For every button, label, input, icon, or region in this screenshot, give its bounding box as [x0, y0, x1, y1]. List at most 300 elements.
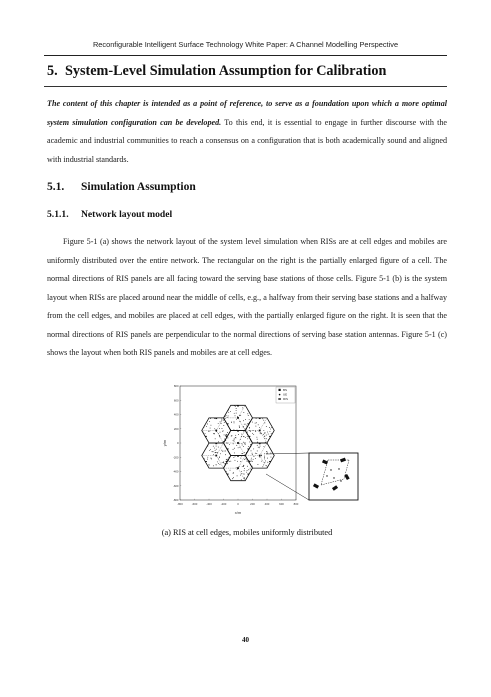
ue-point [267, 432, 268, 433]
ue-point [249, 428, 250, 429]
ue-point [241, 479, 242, 480]
ue-point [267, 458, 268, 459]
ris-panel [205, 436, 207, 437]
ue-point [209, 431, 210, 432]
ue-point [271, 433, 272, 434]
ue-point [260, 432, 261, 433]
ue-point [242, 407, 243, 408]
ue-point [239, 425, 240, 426]
ue-point [235, 415, 236, 416]
inset-ue-point [340, 480, 341, 481]
legend-ris-label: RIS [283, 397, 289, 402]
ue-point [259, 427, 260, 428]
ue-point [260, 433, 261, 434]
ris-panel [249, 461, 251, 462]
ue-point [262, 418, 263, 419]
ue-point [244, 424, 245, 425]
ue-point [239, 447, 240, 448]
ue-point [258, 464, 259, 465]
ue-point [228, 415, 229, 416]
ue-point [255, 458, 256, 459]
ue-point [267, 452, 268, 453]
ris-panel [215, 443, 217, 444]
legend-ue-label: UE [283, 392, 288, 397]
ue-point [233, 443, 234, 444]
ue-point [223, 462, 224, 463]
inset-ue-point [326, 475, 327, 476]
ue-point [255, 453, 256, 454]
ue-point [249, 419, 250, 420]
ue-point [222, 451, 223, 452]
base-station [237, 417, 239, 419]
ue-point [245, 442, 246, 443]
ue-point [243, 446, 244, 447]
ue-point [227, 459, 228, 460]
ue-point [245, 444, 246, 445]
ue-point [246, 459, 247, 460]
ue-point [249, 460, 250, 461]
base-station [215, 455, 217, 457]
ue-point [269, 427, 270, 428]
x-tick-label: -400 [206, 502, 212, 506]
ue-point [223, 441, 224, 442]
ue-point [226, 415, 227, 416]
ue-point [210, 418, 211, 419]
subsection-number: 5.1. [47, 181, 65, 193]
header-rule [44, 55, 447, 56]
y-tick-label: 600 [173, 398, 179, 403]
ue-point [247, 432, 248, 433]
x-tick-label: 200 [250, 502, 255, 506]
y-tick-label: 800 [173, 384, 179, 388]
ue-point [249, 442, 250, 443]
ue-point [260, 446, 261, 447]
ue-point [253, 434, 254, 435]
ue-point [213, 465, 214, 466]
ue-point [223, 420, 224, 421]
ue-point [209, 465, 210, 466]
ue-point [244, 468, 245, 469]
ue-point [258, 424, 259, 425]
ue-point [240, 461, 241, 462]
ue-point [221, 419, 222, 420]
ue-point [245, 458, 246, 459]
ue-point [252, 454, 253, 455]
ue-point [222, 431, 223, 432]
ue-point [242, 453, 243, 454]
y-tick-label: -200 [172, 455, 179, 460]
legend [276, 387, 295, 403]
ue-point [223, 430, 224, 431]
ue-point [252, 453, 253, 454]
ue-point [264, 446, 265, 447]
ue-point [237, 469, 238, 470]
ue-point [238, 447, 239, 448]
ue-point [209, 421, 210, 422]
ue-point [216, 452, 217, 453]
y-tick-label: 0 [176, 441, 179, 445]
ue-point [222, 428, 223, 429]
ue-point [218, 441, 219, 442]
ue-point [214, 428, 215, 429]
ue-point [223, 462, 224, 463]
ris-panel [247, 423, 249, 424]
ue-point [239, 443, 240, 444]
ue-point [244, 452, 245, 453]
legend-ue-marker [279, 394, 281, 396]
ue-point [256, 437, 257, 438]
ue-point [235, 460, 236, 461]
ue-point [257, 445, 258, 446]
ue-point [261, 461, 262, 462]
ue-point [264, 433, 265, 434]
ue-point [243, 431, 244, 432]
ue-point [264, 453, 265, 454]
ris-panel [249, 436, 251, 437]
ue-point [245, 424, 246, 425]
ue-point [240, 415, 241, 416]
ue-point [244, 478, 245, 479]
ue-point [236, 445, 237, 446]
ue-point [263, 464, 264, 465]
ue-point [235, 406, 236, 407]
ue-point [242, 453, 243, 454]
ue-point [241, 434, 242, 435]
ue-point [247, 461, 248, 462]
ue-point [256, 422, 257, 423]
y-tick-label: -600 [172, 483, 179, 488]
ue-point [264, 423, 265, 424]
ue-point [242, 473, 243, 474]
ue-point [258, 447, 259, 448]
ue-point [265, 461, 266, 462]
ue-point [214, 448, 215, 449]
ue-point [233, 457, 234, 458]
ue-point [207, 457, 208, 458]
ue-point [241, 443, 242, 444]
ue-point [271, 457, 272, 458]
ue-point [257, 450, 258, 451]
ue-point [234, 421, 235, 422]
ue-point [207, 424, 208, 425]
ue-point [225, 454, 226, 455]
ue-point [262, 466, 263, 467]
ue-point [242, 445, 243, 446]
ris-panel [205, 461, 207, 462]
ue-point [213, 451, 214, 452]
ue-point [268, 434, 269, 435]
subsubsection-title: Network layout model [81, 209, 173, 220]
ue-point [231, 422, 232, 423]
ris-panel [227, 423, 229, 424]
ris-panel [269, 461, 271, 462]
x-tick-label: 800 [293, 502, 299, 506]
ue-point [255, 426, 256, 427]
inset-ue-point [330, 469, 331, 470]
ue-point [210, 428, 211, 429]
intro-rest: To this end, it is essential to engage in further discourse with the academic and industrial communities to reach a consensus on a configuration that is both academically sound and aligned with industrial standards. [47, 117, 447, 164]
ue-point [256, 453, 257, 454]
ue-point [253, 449, 254, 450]
ue-point [250, 444, 251, 445]
ue-point [243, 436, 244, 437]
ue-point [226, 434, 227, 435]
figure-caption: (a) RIS at cell edges, mobiles uniformly distributed [161, 528, 333, 537]
ue-point [222, 462, 223, 463]
ue-point [247, 438, 248, 439]
ue-point [251, 460, 252, 461]
x-tick-label: -200 [220, 502, 227, 506]
section-number: 5. [47, 63, 58, 79]
ue-point [215, 452, 216, 453]
ue-point [215, 450, 216, 451]
ue-point [224, 434, 225, 435]
subsection-title: Simulation Assumption [81, 181, 196, 193]
ue-point [221, 423, 222, 424]
ue-point [270, 429, 271, 430]
ue-point [255, 423, 256, 424]
ue-point [259, 457, 260, 458]
ue-point [257, 439, 258, 440]
inset-ue-point [333, 477, 334, 478]
ue-point [220, 453, 221, 454]
ris-panel [227, 474, 229, 475]
ue-point [242, 466, 243, 467]
base-station [237, 467, 239, 469]
ue-point [265, 432, 266, 433]
ris-panel [237, 431, 239, 432]
ue-point [233, 473, 234, 474]
ue-point [216, 446, 217, 447]
layout-paragraph: Figure 5-1 (a) shows the network layout of the system level simulation when RISs are at cell edges and mobiles are uniformly distributed over the entire network. The rectangular on the right is the partially enlarged figure of a cell. The normal directions of RIS panels are all facing toward the serving base stations of those cells. Figure 5-1 (b) is the system layout when RISs are placed around near the middle of cells, e.g., a halfway from their serving base stations and a halfway from the cell edges, and mobiles are placed at cell edges, with the partially enlarged figure on the right. It is seen that the normal directions of RIS panels are perpendicular to the normal directions of serving base station antennas. Figure 5-1 (c) shows the layout when both RIS panels and mobiles are at cell edges. [47, 237, 447, 357]
legend-bs-label: BS [283, 388, 288, 392]
network-layout-figure [150, 380, 450, 520]
ue-point [270, 453, 271, 454]
ris-panel [269, 436, 271, 437]
x-tick-label: 600 [279, 502, 284, 506]
ue-point [264, 457, 265, 458]
zoom-inset [309, 453, 358, 500]
inset-ue-point [338, 468, 339, 469]
ue-point [235, 437, 236, 438]
ue-point [234, 448, 235, 449]
ue-point [229, 461, 230, 462]
base-station [215, 430, 217, 432]
ue-point [263, 430, 264, 431]
ue-point [227, 417, 228, 418]
running-header: Reconfigurable Intelligent Surface Technology White Paper: A Channel Modelling Perspective [92, 40, 399, 49]
ue-point [264, 456, 265, 457]
ue-point [224, 463, 225, 464]
ris-panel [259, 418, 261, 419]
x-tick-label: -600 [191, 502, 198, 506]
base-station [259, 455, 261, 457]
ue-point [238, 434, 239, 435]
y-axis-label: y/m [162, 439, 167, 447]
ue-point [263, 420, 264, 421]
ue-point [264, 458, 265, 459]
ue-point [218, 447, 219, 448]
ue-point [233, 477, 234, 478]
ue-point [265, 442, 266, 443]
ue-point [237, 475, 238, 476]
ue-point [230, 461, 231, 462]
ue-point [233, 440, 234, 441]
ue-point [233, 472, 234, 473]
ue-point [243, 442, 244, 443]
x-tick-label: 0 [237, 502, 239, 506]
ue-point [247, 413, 248, 414]
ue-point [259, 447, 260, 448]
ue-point [219, 428, 220, 429]
ue-point [216, 464, 217, 465]
ue-point [266, 451, 267, 452]
ue-point [236, 410, 237, 411]
ue-point [250, 431, 251, 432]
ue-point [266, 435, 267, 436]
ue-point [266, 426, 267, 427]
ue-point [266, 438, 267, 439]
ue-point [211, 458, 212, 459]
ue-point [235, 435, 236, 436]
ue-point [243, 465, 244, 466]
ue-point [219, 457, 220, 458]
ue-point [230, 411, 231, 412]
ue-point [236, 408, 237, 409]
ue-point [251, 458, 252, 459]
base-station [259, 430, 261, 432]
ue-point [217, 461, 218, 462]
ue-point [251, 461, 252, 462]
ue-point [253, 430, 254, 431]
ue-point [227, 463, 228, 464]
ue-point [234, 413, 235, 414]
ue-point [227, 432, 228, 433]
ue-point [209, 450, 210, 451]
ue-point [218, 463, 219, 464]
ue-point [248, 469, 249, 470]
ue-point [214, 433, 215, 434]
ue-point [211, 459, 212, 460]
ue-point [244, 443, 245, 444]
ue-point [207, 459, 208, 460]
ue-point [256, 418, 257, 419]
ue-point [254, 456, 255, 457]
x-axis-label: x/m [234, 510, 242, 515]
ue-point [221, 450, 222, 451]
ue-point [225, 451, 226, 452]
ris-panel [247, 448, 249, 449]
ue-point [248, 415, 249, 416]
ue-point [236, 419, 237, 420]
ue-point [243, 474, 244, 475]
ue-point [218, 423, 219, 424]
ris-panel [237, 406, 239, 407]
intro-lead: The content of this chapter is intended as a point of reference, to serve as a foundation upon which a more optimal system simulation configuration can be developed. [47, 99, 447, 127]
x-tick-label: -800 [177, 502, 183, 506]
section-title: System-Level Simulation Assumption for Calibration [65, 63, 387, 79]
ue-point [248, 446, 249, 447]
ue-point [252, 422, 253, 423]
ue-point [237, 461, 238, 462]
ue-point [233, 449, 234, 450]
ue-point [228, 438, 229, 439]
ue-point [234, 452, 235, 453]
page-number: 40 [242, 636, 249, 644]
ue-point [264, 462, 265, 463]
ue-point [215, 438, 216, 439]
legend-bs-marker [279, 389, 281, 391]
intro-paragraph [47, 95, 447, 169]
ue-point [217, 452, 218, 453]
ue-point [247, 470, 248, 471]
ue-point [220, 421, 221, 422]
ue-point [234, 439, 235, 440]
ue-point [210, 449, 211, 450]
ue-point [213, 446, 214, 447]
ue-point [232, 478, 233, 479]
subsubsection-number: 5.1.1. [47, 209, 69, 220]
ue-point [234, 422, 235, 423]
ue-point [257, 442, 258, 443]
ue-point [236, 413, 237, 414]
ue-point [266, 465, 267, 466]
ue-point [267, 462, 268, 463]
ue-point [252, 433, 253, 434]
ue-point [239, 427, 240, 428]
base-station [237, 442, 239, 444]
ue-point [237, 416, 238, 417]
ue-point [228, 412, 229, 413]
ue-point [216, 449, 217, 450]
ue-point [213, 433, 214, 434]
ue-point [223, 425, 224, 426]
ue-point [244, 470, 245, 471]
ue-point [224, 451, 225, 452]
subsection-heading [47, 181, 196, 193]
ue-point [213, 454, 214, 455]
ris-panel [226, 461, 228, 462]
legend-ris-marker [278, 398, 281, 399]
ue-point [264, 436, 265, 437]
ue-point [270, 431, 271, 432]
ue-point [245, 419, 246, 420]
ue-point [227, 460, 228, 461]
ris-panel [227, 448, 229, 449]
ue-point [211, 425, 212, 426]
ue-point [225, 435, 226, 436]
ue-point [243, 412, 244, 413]
ue-point [240, 458, 241, 459]
ue-point [220, 464, 221, 465]
y-tick-label: -400 [172, 469, 179, 474]
ue-point [241, 471, 242, 472]
ris-panel [259, 443, 261, 444]
ue-point [224, 422, 225, 423]
ue-point [261, 455, 262, 456]
ue-point [247, 466, 248, 467]
ris-panel [215, 418, 217, 419]
ue-point [240, 475, 241, 476]
ue-point [246, 426, 247, 427]
y-tick-label: 200 [173, 426, 179, 431]
ue-point [253, 459, 254, 460]
ue-point [226, 459, 227, 460]
ue-point [243, 420, 244, 421]
ue-point [247, 436, 248, 437]
ue-point [206, 426, 207, 427]
ue-point [246, 472, 247, 473]
